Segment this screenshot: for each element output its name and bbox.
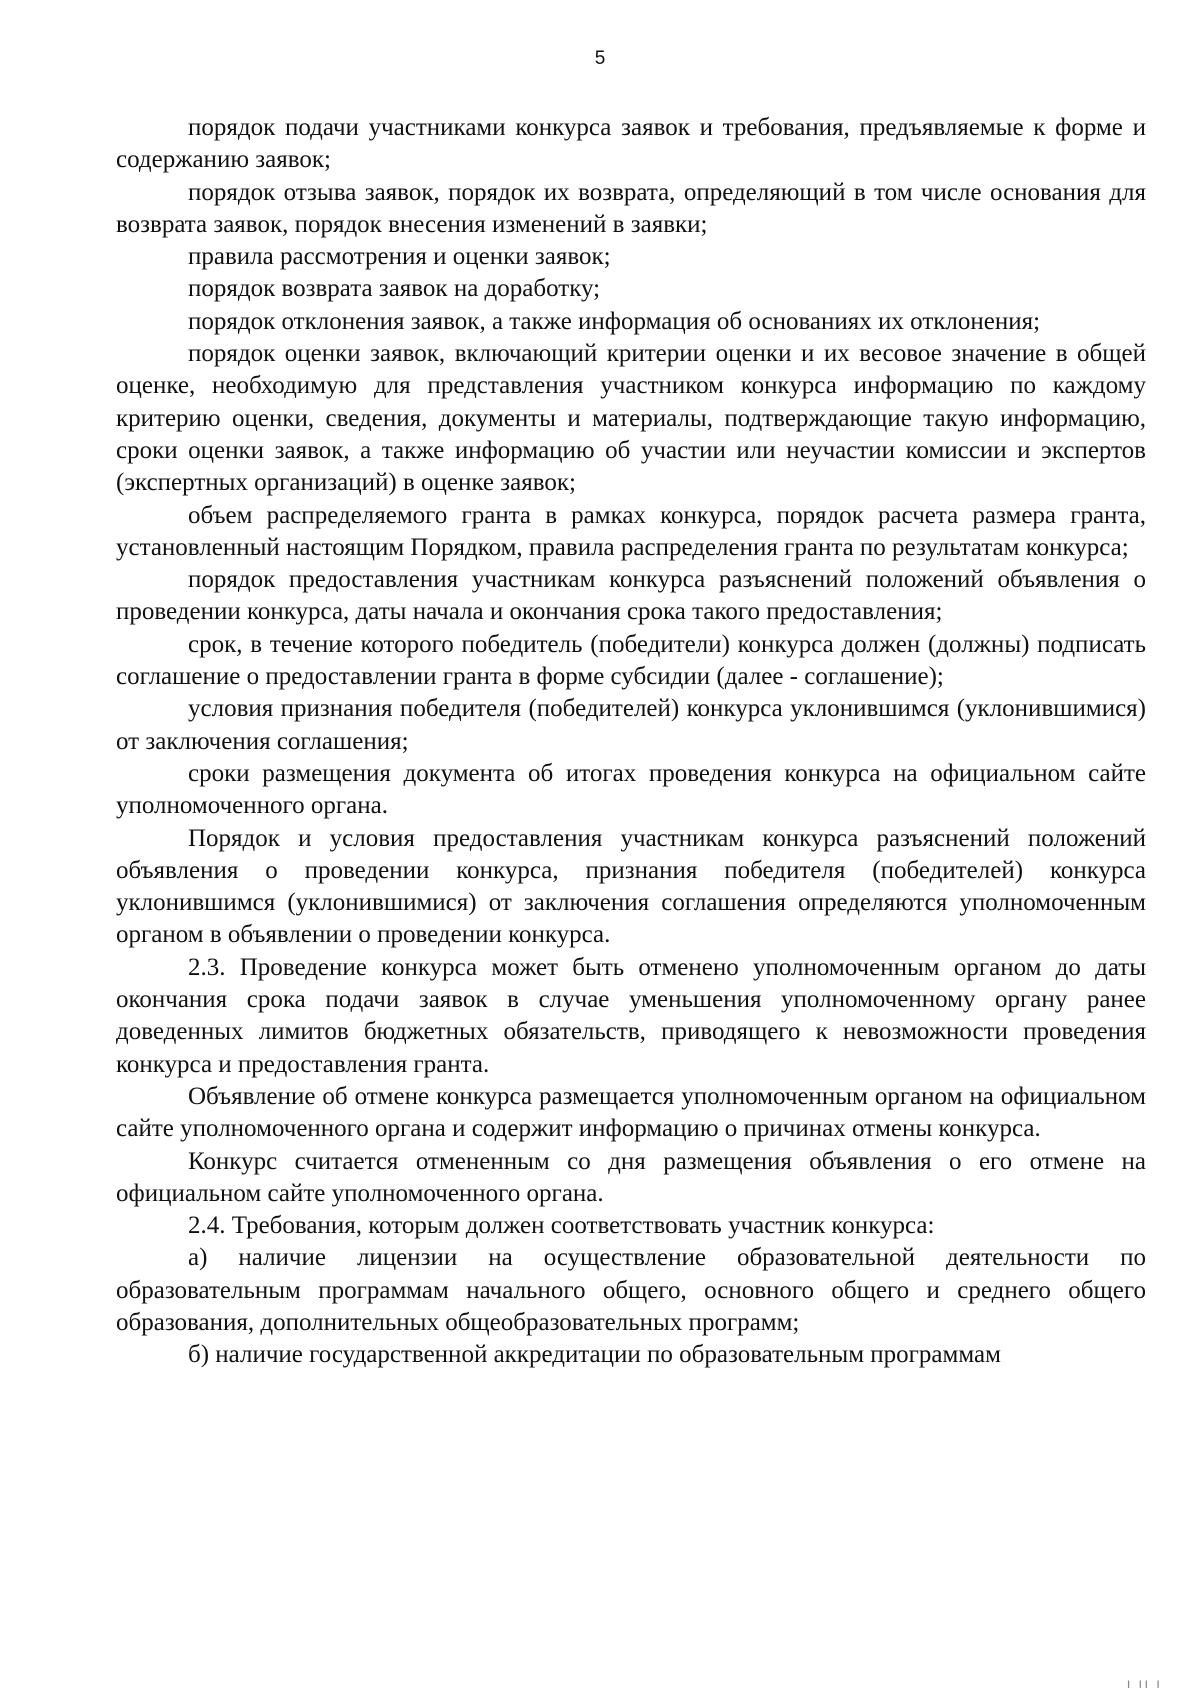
paragraph: порядок отзыва заявок, порядок их возврата, определяющий в том числе основания для возврата заявок, порядок внесения изменений в заявки;: [116, 178, 1146, 238]
paragraph: а) наличие лицензии на осуществление образовательной деятельности по образовательным программам начального общего, основного общего и среднего общего образования, дополнительных общеобразовательных программ;: [116, 1244, 1146, 1336]
paragraph: порядок отклонения заявок, а также информация об основаниях их отклонения;: [188, 307, 1041, 335]
paragraph: правила рассмотрения и оценки заявок;: [188, 243, 611, 271]
page-number: 5: [594, 48, 606, 69]
paragraph: порядок подачи участниками конкурса заявок и требования, предъявляемые к форме и содержанию заявок;: [116, 114, 1146, 174]
paragraph: Порядок и условия предоставления участникам конкурса разъяснений положений объявления о проведении конкурса, признания победителя (победителей) конкурса уклонившимся (уклонившимися) от заключения соглашения определяются уполномоченным органом в объявлении о проведении конкурса.: [116, 824, 1146, 949]
paragraph: срок, в течение которого победитель (победители) конкурса должен (должны) подписать соглашение о предоставлении гранта в форме субсидии (далее - соглашение);: [116, 630, 1146, 691]
paragraph: объем распределяемого гранта в рамках конкурса, порядок расчета размера гранта, установленный настоящим Порядком, правила распределения гранта по результатам конкурса;: [116, 501, 1146, 561]
paragraph: порядок предоставления участникам конкурса разъяснений положений объявления о проведении конкурса, даты начала и окончания срока такого предоставления;: [116, 566, 1146, 626]
paragraph: 2.4. Требования, которым должен соответствовать участник конкурса:: [188, 1212, 935, 1240]
paragraph: порядок оценки заявок, включающий критерии оценки и их весовое значение в общей оценке, необходимую для представления участником конкурса информацию по каждому критерию оценки, сведения, документы и материалы, подтверждающие такую информацию, сроки оценки заявок, а также информацию об участии или неучастии комиссии и экспертов (экспертных организаций) в оценке заявок;: [116, 340, 1146, 497]
body-text: [116, 112, 1146, 1372]
paragraph: условия признания победителя (победителей) конкурса уклонившимся (уклонившимися) от заключения соглашения;: [116, 695, 1146, 755]
paragraph: Объявление об отмене конкурса размещается уполномоченным органом на официальном сайте уполномоченного органа и содержит информацию о причинах отмены конкурса.: [116, 1082, 1146, 1143]
scan-edge-marks: ı ıı ı: [1126, 1675, 1162, 1691]
paragraph: 2.3. Проведение конкурса может быть отменено уполномоченным органом до даты окончания срока подачи заявок в случае уменьшения уполномоченному органу ранее доведенных лимитов бюджетных обязательств, приводящего к невозможности проведения конкурса и предоставления гранта.: [116, 953, 1146, 1078]
paragraph: Конкурс считается отмененным со дня размещения объявления о его отмене на официальном сайте уполномоченного органа.: [116, 1147, 1146, 1207]
paragraph: б) наличие государственной аккредитации по образовательным программам: [188, 1341, 1001, 1369]
paragraph: порядок возврата заявок на доработку;: [188, 275, 601, 303]
paragraph: сроки размещения документа об итогах проведения конкурса на официальном сайте уполномоченного органа.: [116, 759, 1146, 820]
